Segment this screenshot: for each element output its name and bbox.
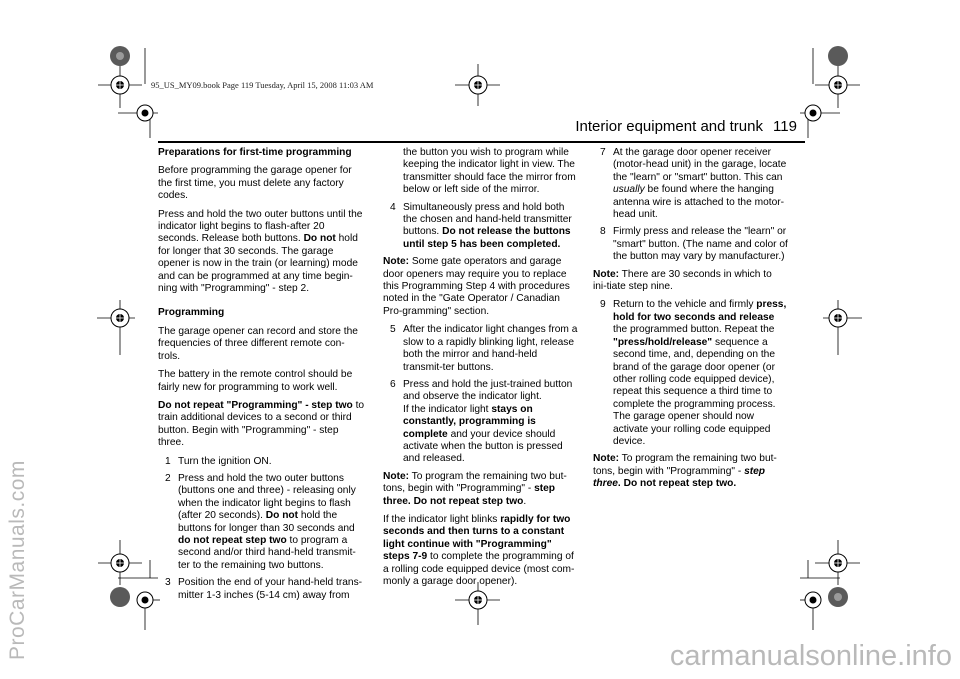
step-3: 3 Position the end of your hand-held trans-mitter 1-3 inches (5-14 cm) away from (165, 577, 363, 601)
step-8: 8 Firmly press and release the "learn" or "smart" button. (The name and color of the button may vary by manufacturer.) (600, 226, 788, 263)
note: Note: Some gate operators and garage door openers may require you to replace this Programming Step 4 with procedures noted in the "Gate Operator / Canadian Pro-gramming" section. (383, 256, 570, 317)
note: Note: To program the remaining two but-tons, begin with "Programming" - step three. Do not repeat step two. (383, 470, 567, 507)
section-title: Interior equipment and trunk (575, 118, 763, 135)
step-9: 9 Return to the vehicle and firmly press, hold for two seconds and release the programmed button. Repeat the "press/hold/release" sequence a second time, and, depending on the brand of the garage door opener (or other rolling code equipped device), repeat this sequence a third time to complete the programming process. The garage opener should now activate your rolling code equipped device. (600, 299, 787, 447)
paragraph: The garage opener can record and store the frequencies of three different remote con-trols. (158, 325, 358, 362)
step-4: 4 Simultaneously press and hold both the chosen and hand-held transmitter buttons. Do not release the buttons until step 5 has been completed. (390, 201, 572, 250)
bottom-watermark: carmanualsonline.info (669, 640, 952, 672)
paragraph: Do not repeat "Programming" - step two to train additional devices to a second or third button. Begin with "Programming" - step three. (158, 399, 365, 449)
paragraph: Before programming the garage opener for the first time, you must delete any factory codes. (158, 165, 352, 202)
step-5: 5 After the indicator light changes from a slow to a rapidly blinking light, release both the mirror and hand-held transmit-ter buttons. (390, 324, 578, 373)
book-file-info: 95_US_MY09.book Page 119 Tuesday, April 15, 2008 11:03 AM (151, 80, 374, 90)
step-1: 1 Turn the ignition ON. (165, 455, 272, 467)
column-2 (383, 147, 578, 594)
column-3 (593, 147, 788, 497)
step-2: 2 Press and hold the two outer buttons (buttons one and three) - releasing only when the indicator light begins to flash (after 20 seconds). Do not hold the buttons for longer than 30 seconds and do not repeat step two to program a second and/or third hand-held transmit-ter to the remaining two buttons. (165, 472, 356, 571)
step-7: 7 At the garage door opener receiver (motor-head unit) in the garage, locate the "learn" or "smart" button. This can usually be found where the hanging antenna wire is attached to the motor-head unit. (600, 147, 787, 221)
page-number: 119 (773, 118, 797, 135)
column-1 (158, 147, 366, 607)
heading-preparations: Preparations for first-time programming (158, 147, 352, 158)
side-watermark: ProCarManuals.com (6, 460, 29, 660)
paragraph: The battery in the remote control should be fairly new for programming to work well. (158, 369, 353, 393)
note: Note: There are 30 seconds in which to ini-tiate step nine. (593, 268, 772, 293)
note: Note: To program the remaining two but-tons, begin with "Programming" - step three. Do not repeat step two. (593, 453, 777, 490)
paragraph: Press and hold the two outer buttons until the indicator light begins to flash-after 20 seconds. Release both buttons. Do not hold for longer that 30 seconds. The garage opener is now in the train (or learning) mode and can be programmed at any time begin-ning with "Programming" - step 2. (158, 208, 363, 295)
step-6: 6 Press and hold the just-trained button and observe the indicator light. If the indicator light stays on constantly, programming is complete and your device should activate when the button is pressed and released. (390, 378, 573, 465)
heading-programming: Programming (158, 307, 225, 319)
step-3-continued: the button you wish to program while keeping the indicator light in view. The transmitter should face the mirror from below or left side of the mirror. (403, 147, 576, 196)
paragraph: If the indicator light blinks rapidly for two seconds and then turns to a constant light continue with "Programming" steps 7-9 to complete the programming of a rolling code equipped device (most com-monly a garage door opener). (383, 513, 575, 587)
